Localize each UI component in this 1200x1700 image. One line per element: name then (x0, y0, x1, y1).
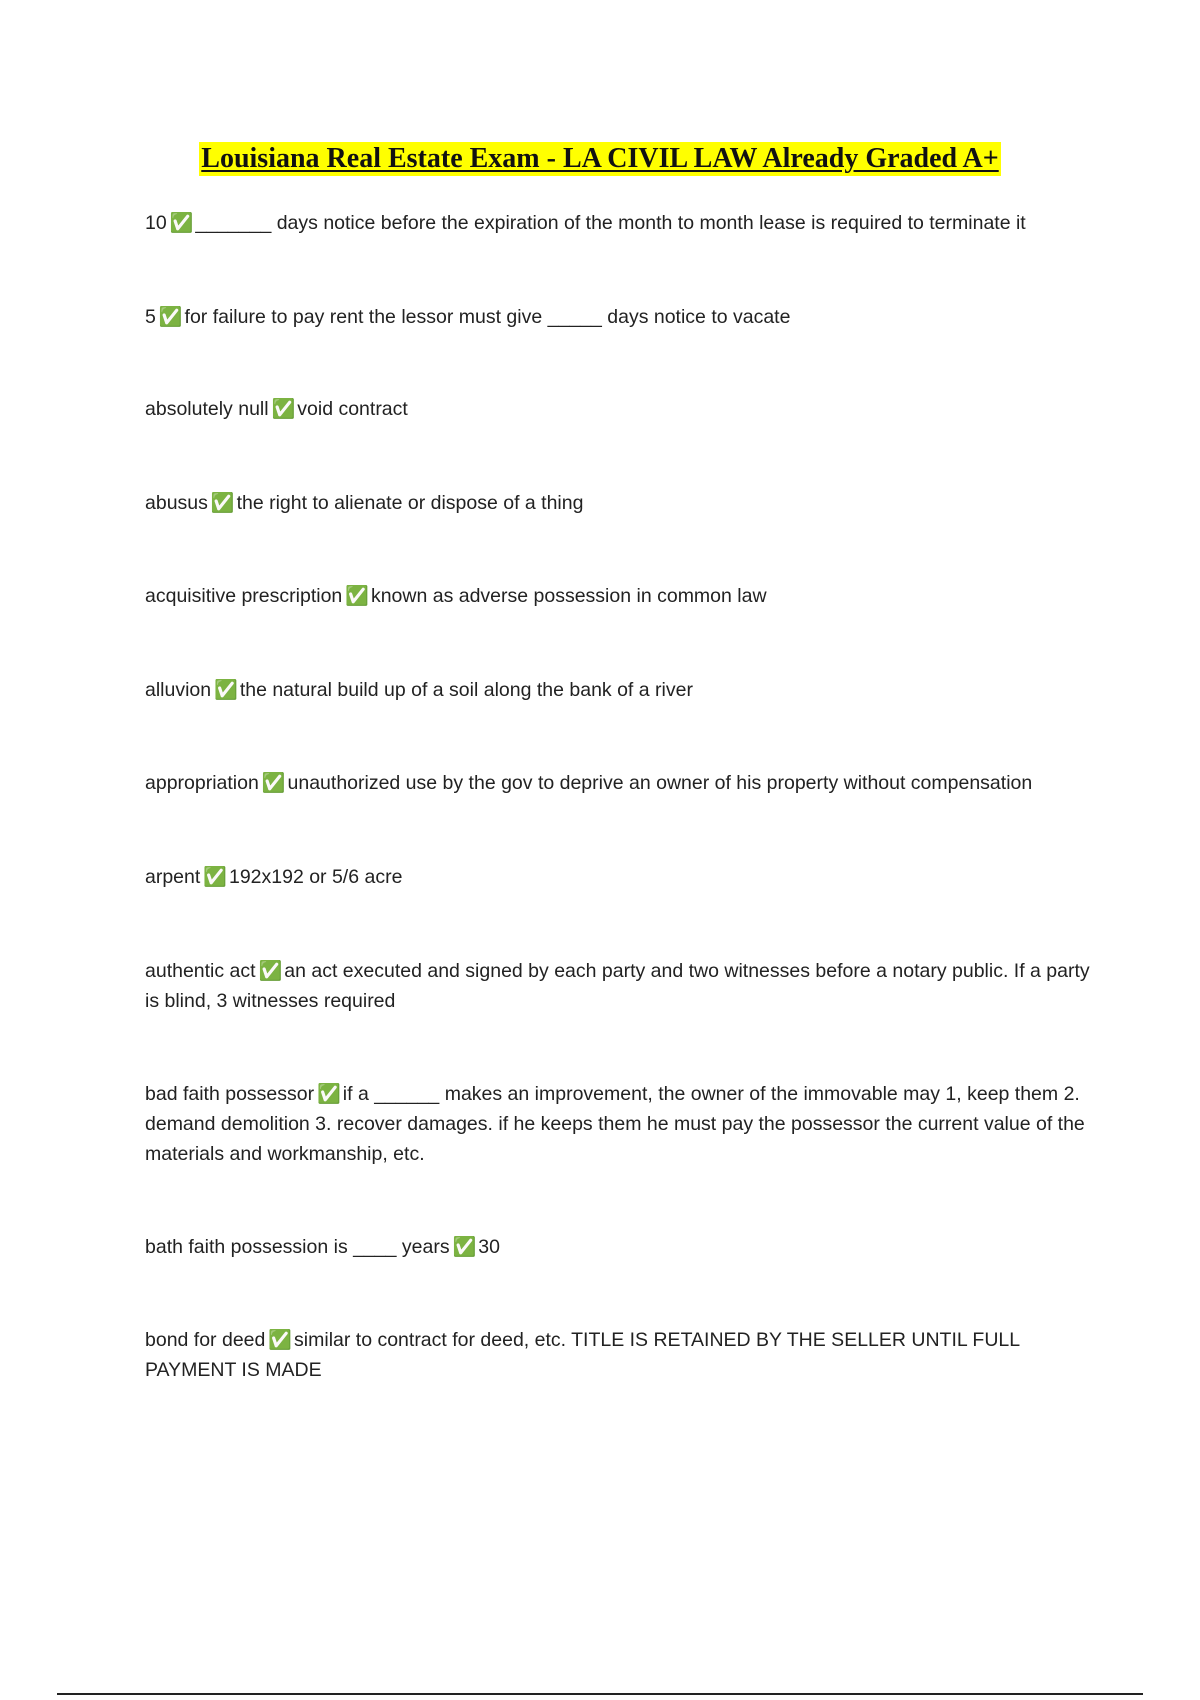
qa-item-3 (145, 394, 1095, 424)
qa-item-11 (145, 1232, 1095, 1262)
check-mark-icon: ✅ (261, 772, 286, 794)
qa-term: alluvion (145, 679, 212, 701)
qa-term: arpent (145, 866, 201, 888)
qa-answer: if a ______ makes an improvement, the owner of the immovable may 1, keep them 2. demand demolition 3. recover damages. if he keeps them he must pay the possessor the current value of the materials and workmanship, etc. (145, 1083, 1085, 1165)
qa-term: acquisitive prescription (145, 585, 343, 607)
qa-answer: _______ days notice before the expiration of the month to month lease is required to terminate it (195, 212, 1026, 234)
check-mark-icon: ✅ (210, 492, 235, 514)
qa-term: 10 (145, 212, 167, 234)
qa-answer: the natural build up of a soil along the bank of a river (239, 679, 693, 701)
qa-item-12 (145, 1325, 1095, 1385)
qa-term: bath faith possession is ____ years (145, 1236, 450, 1258)
check-mark-icon: ✅ (169, 212, 194, 234)
qa-answer: the right to alienate or dispose of a thing (236, 492, 584, 514)
check-mark-icon: ✅ (452, 1236, 477, 1258)
check-mark-icon: ✅ (317, 1083, 341, 1105)
qa-answer: similar to contract for deed, etc. TITLE IS RETAINED BY THE SELLER UNTIL FULL PAYMENT IS MADE (145, 1329, 1020, 1381)
qa-item-4 (145, 488, 1095, 518)
qa-item-2 (145, 302, 1095, 332)
qa-answer: for failure to pay rent the lessor must give _____ days notice to vacate (184, 306, 791, 328)
qa-answer: an act executed and signed by each party and two witnesses before a notary public. If a party is blind, 3 witnesses required (145, 960, 1090, 1012)
title-container (0, 142, 1200, 176)
qa-term: bond for deed (145, 1329, 266, 1351)
qa-item-5 (145, 581, 1095, 611)
qa-item-10 (145, 1079, 1095, 1169)
document-title: Louisiana Real Estate Exam - LA CIVIL LAW Already Graded A+ (201, 143, 999, 174)
check-mark-icon: ✅ (203, 866, 227, 888)
qa-answer: unauthorized use by the gov to deprive an owner of his property without compensation (287, 772, 1033, 794)
qa-answer: void contract (297, 398, 408, 420)
qa-term: authentic act (145, 960, 256, 982)
check-mark-icon: ✅ (345, 585, 369, 607)
check-mark-icon: ✅ (158, 306, 183, 328)
qa-item-6 (145, 675, 1095, 705)
qa-item-9 (145, 956, 1095, 1016)
check-mark-icon: ✅ (258, 960, 283, 982)
footer-rule (57, 1693, 1143, 1695)
qa-answer: 192x192 or 5/6 acre (228, 866, 403, 888)
check-mark-icon: ✅ (271, 398, 296, 420)
qa-answer: 30 (478, 1236, 500, 1258)
qa-item-8 (145, 862, 1095, 892)
qa-term: 5 (145, 306, 156, 328)
check-mark-icon: ✅ (268, 1329, 293, 1351)
check-mark-icon: ✅ (214, 679, 238, 701)
qa-term: abusus (145, 492, 208, 514)
qa-term: absolutely null (145, 398, 269, 420)
qa-item-1 (145, 208, 1095, 238)
qa-item-7 (145, 768, 1095, 798)
qa-term: appropriation (145, 772, 259, 794)
qa-answer: known as adverse possession in common law (370, 585, 767, 607)
qa-term: bad faith possessor (145, 1083, 315, 1105)
